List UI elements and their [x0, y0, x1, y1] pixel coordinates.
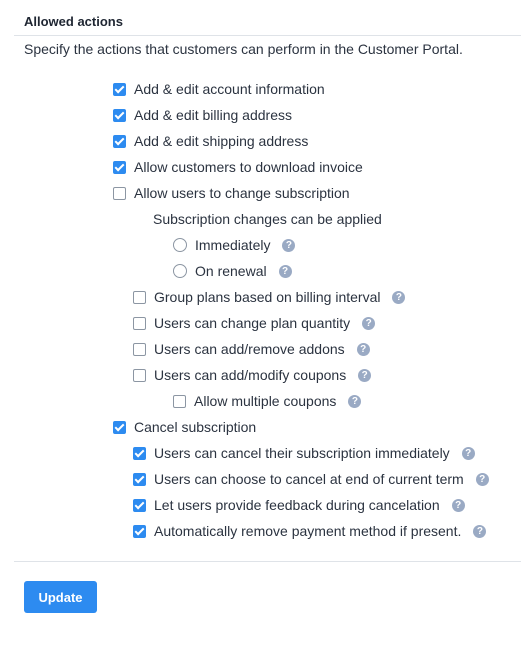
- option-label: Users can change plan quantity: [154, 315, 351, 331]
- option-label: Group plans based on billing interval: [154, 289, 381, 305]
- option-add-remove-addons[interactable]: [133, 339, 370, 359]
- option-add-modify-coupons[interactable]: [133, 365, 371, 385]
- help-icon[interactable]: ?: [462, 447, 475, 460]
- option-label: Add & edit account information: [134, 81, 325, 97]
- option-remove-payment-method[interactable]: [133, 521, 486, 541]
- checkbox-cancel-immediately[interactable]: [133, 447, 146, 460]
- option-label: Add & edit billing address: [134, 107, 292, 123]
- help-icon[interactable]: ?: [348, 395, 361, 408]
- option-label: Add & edit shipping address: [134, 133, 309, 149]
- help-icon[interactable]: ?: [279, 265, 292, 278]
- option-label: Users can add/modify coupons: [154, 367, 347, 383]
- checkbox-cancel-end-of-term[interactable]: [133, 473, 146, 486]
- help-icon[interactable]: ?: [476, 473, 489, 486]
- option-label: Users can choose to cancel at end of current term: [154, 471, 464, 487]
- checkbox-feedback-on-cancel[interactable]: [133, 499, 146, 512]
- option-download-invoice[interactable]: [113, 157, 363, 177]
- option-account-info[interactable]: [113, 79, 325, 99]
- option-cancel-end-of-term[interactable]: [133, 469, 489, 489]
- option-cancel-subscription[interactable]: [113, 417, 256, 437]
- option-label: Cancel subscription: [134, 419, 257, 435]
- option-label: Let users provide feedback during cancelation: [154, 497, 440, 513]
- footer-divider: [14, 561, 521, 562]
- checkbox-shipping-address[interactable]: [113, 135, 126, 148]
- help-icon[interactable]: ?: [282, 239, 295, 252]
- checkbox-account-info[interactable]: [113, 83, 126, 96]
- option-change-subscription[interactable]: [113, 183, 350, 203]
- help-icon[interactable]: ?: [357, 343, 370, 356]
- option-multiple-coupons[interactable]: [173, 391, 361, 411]
- checkbox-add-modify-coupons[interactable]: [133, 369, 146, 382]
- checkbox-download-invoice[interactable]: [113, 161, 126, 174]
- checkbox-multiple-coupons[interactable]: [173, 395, 186, 408]
- option-label: Allow multiple coupons: [194, 393, 337, 409]
- option-label: Allow users to change subscription: [134, 185, 350, 201]
- checkbox-add-remove-addons[interactable]: [133, 343, 146, 356]
- option-change-plan-quantity[interactable]: [133, 313, 375, 333]
- checkbox-change-plan-quantity[interactable]: [133, 317, 146, 330]
- option-shipping-address[interactable]: [113, 131, 308, 151]
- option-apply-on-renewal[interactable]: [173, 261, 292, 281]
- option-apply-immediately[interactable]: [173, 235, 295, 255]
- option-label: On renewal: [195, 263, 267, 279]
- option-group-plans[interactable]: [133, 287, 405, 307]
- help-icon[interactable]: ?: [473, 525, 486, 538]
- option-label: Immediately: [195, 237, 271, 253]
- checkbox-change-subscription[interactable]: [113, 187, 126, 200]
- option-label: Automatically remove payment method if present.: [154, 523, 462, 539]
- checkbox-billing-address[interactable]: [113, 109, 126, 122]
- radio-apply-on-renewal[interactable]: [173, 264, 187, 278]
- checkbox-group-plans[interactable]: [133, 291, 146, 304]
- changes-applied-label: [153, 209, 382, 229]
- radio-apply-immediately[interactable]: [173, 238, 187, 252]
- help-icon[interactable]: ?: [358, 369, 371, 382]
- help-icon[interactable]: ?: [452, 499, 465, 512]
- section-description: Specify the actions that customers can perform in the Customer Portal.: [24, 41, 463, 57]
- option-label: Subscription changes can be applied: [153, 211, 382, 227]
- option-label: Allow customers to download invoice: [134, 159, 363, 175]
- checkbox-remove-payment-method[interactable]: [133, 525, 146, 538]
- option-label: Users can add/remove addons: [154, 341, 345, 357]
- option-cancel-immediately[interactable]: [133, 443, 475, 463]
- option-label: Users can cancel their subscription immediately: [154, 445, 450, 461]
- section-title: Allowed actions: [24, 14, 123, 29]
- option-billing-address[interactable]: [113, 105, 292, 125]
- help-icon[interactable]: ?: [362, 317, 375, 330]
- update-button[interactable]: Update: [24, 581, 97, 613]
- checkbox-cancel-subscription[interactable]: [113, 421, 126, 434]
- option-feedback-on-cancel[interactable]: [133, 495, 465, 515]
- help-icon[interactable]: ?: [392, 291, 405, 304]
